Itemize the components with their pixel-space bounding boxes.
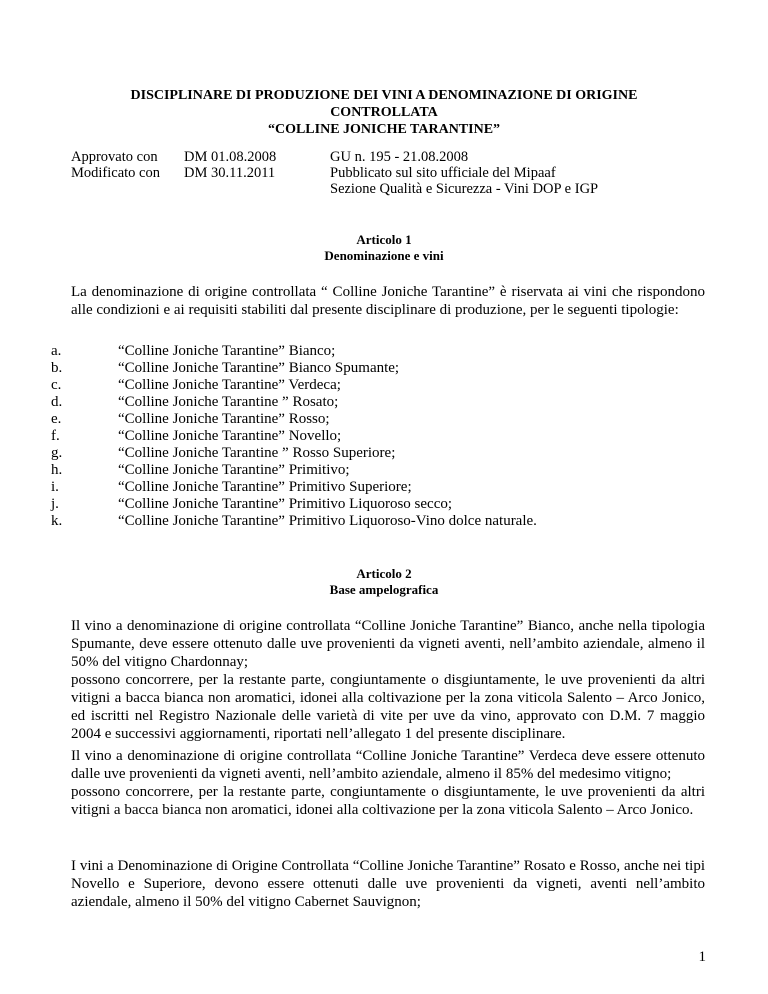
list-text: “Colline Joniche Tarantine” Rosso; xyxy=(118,411,330,427)
title-line-1: DISCIPLINARE DI PRODUZIONE DEI VINI A DENOMINAZIONE DI ORIGINE xyxy=(130,88,638,103)
article-1-title: Articolo 1 xyxy=(356,232,412,247)
gazette-reference: GU n. 195 - 21.08.2008 xyxy=(330,149,469,165)
list-text: “Colline Joniche Tarantine” Verdeca; xyxy=(118,377,341,393)
section-note: Sezione Qualità e Sicurezza - Vini DOP e IGP xyxy=(330,181,599,197)
paragraph-text: possono concorrere, per la restante parte, congiuntamente o disgiuntamente, le uve provenienti da altri vitigni a bacca bianca non aromatici, idonei alla coltivazione per la zona viticola Salento – Arco Jonico, ed iscritti nel Registro Nazionale delle varietà di vite per uve da vino, approvato con D.M. 7 maggio 2004 e successivi aggiornamenti, riportati nell’allegato 1 del presente disciplinare. xyxy=(71,672,705,742)
list-item xyxy=(51,360,537,377)
published-note: Pubblicato sul sito ufficiale del Mipaaf xyxy=(330,165,556,181)
article-1-intro-text: La denominazione di origine controllata “ Colline Joniche Tarantine” è riservata ai vini che rispondono alle condizioni e ai requisiti stabiliti dal presente disciplinare di produzione, per le seguenti tipologie: xyxy=(71,284,705,318)
list-text: “Colline Joniche Tarantine” Primitivo Liquoroso secco; xyxy=(118,496,453,512)
title-line-2: CONTROLLATA xyxy=(330,105,438,120)
list-item xyxy=(51,513,537,530)
article-1-intro xyxy=(71,283,705,319)
list-letter: f. xyxy=(51,428,60,444)
list-item xyxy=(51,496,537,513)
paragraph-text: Il vino a denominazione di origine controllata “Colline Joniche Tarantine” Bianco, anche nella tipologia Spumante, deve essere ottenuto dalle uve provenienti da vigneti aventi, nell’ambito aziendale, almeno il 50% del vitigno Chardonnay; xyxy=(71,618,705,670)
list-text: “Colline Joniche Tarantine ” Rosso Superiore; xyxy=(118,445,396,461)
wine-types-list xyxy=(51,343,537,530)
title-line-3: “COLLINE JONICHE TARANTINE” xyxy=(267,122,501,137)
approval-publications xyxy=(330,149,598,197)
list-letter: h. xyxy=(51,462,63,478)
list-letter: j. xyxy=(51,496,59,512)
list-item xyxy=(51,343,537,360)
list-letter: k. xyxy=(51,513,63,529)
list-letter: g. xyxy=(51,445,63,461)
list-text: “Colline Joniche Tarantine” Primitivo Liquoroso-Vino dolce naturale. xyxy=(118,513,537,529)
document-title xyxy=(0,87,768,138)
paragraph-text: Il vino a denominazione di origine controllata “Colline Joniche Tarantine” Verdeca deve essere ottenuto dalle uve provenienti da vigneti aventi, nell’ambito aziendale, almeno il 85% del medesimo vitigno; xyxy=(71,748,705,782)
list-letter: i. xyxy=(51,479,59,495)
list-item xyxy=(51,445,537,462)
list-text: “Colline Joniche Tarantine” Primitivo Superiore; xyxy=(118,479,412,495)
list-item xyxy=(51,377,537,394)
list-letter: d. xyxy=(51,394,63,410)
list-text: “Colline Joniche Tarantine” Bianco; xyxy=(118,343,336,359)
list-text: “Colline Joniche Tarantine” Primitivo; xyxy=(118,462,350,478)
paragraph-text: possono concorrere, per la restante parte, congiuntamente o disgiuntamente, le uve provenienti da altri vitigni a bacca bianca non aromatici, idonei alla coltivazione per la zona viticola Salento – Arco Jonico. xyxy=(71,784,705,818)
approval-labels xyxy=(71,149,160,181)
list-text: “Colline Joniche Tarantine” Novello; xyxy=(118,428,342,444)
list-text: “Colline Joniche Tarantine” Bianco Spumante; xyxy=(118,360,400,376)
article-2-paragraph-3 xyxy=(71,857,705,911)
article-1-heading xyxy=(0,232,768,264)
article-2-heading xyxy=(0,566,768,598)
list-item xyxy=(51,479,537,496)
list-letter: b. xyxy=(51,360,63,376)
modified-decree: DM 30.11.2011 xyxy=(184,165,276,181)
list-letter: c. xyxy=(51,377,62,393)
page-number: 1 xyxy=(698,949,706,965)
article-1-subtitle: Denominazione e vini xyxy=(324,248,444,263)
approval-decrees xyxy=(184,149,276,181)
paragraph-text: I vini a Denominazione di Origine Controllata “Colline Joniche Tarantine” Rosato e Rosso, anche nei tipi Novello e Superiore, devono essere ottenuti dalle uve provenienti da vigneti, aventi nell’ambito aziendale, almeno il 50% del vitigno Cabernet Sauvignon; xyxy=(71,858,705,910)
article-2-paragraph-2 xyxy=(71,747,705,819)
modified-label: Modificato con xyxy=(71,165,160,181)
list-item xyxy=(51,462,537,479)
article-2-title: Articolo 2 xyxy=(356,566,412,581)
list-item xyxy=(51,394,537,411)
list-item xyxy=(51,428,537,445)
article-2-subtitle: Base ampelografica xyxy=(329,582,439,597)
list-text: “Colline Joniche Tarantine ” Rosato; xyxy=(118,394,339,410)
list-letter: e. xyxy=(51,411,62,427)
approved-label: Approvato con xyxy=(71,149,158,165)
list-letter: a. xyxy=(51,343,62,359)
article-2-paragraph-1 xyxy=(71,617,705,743)
list-item xyxy=(51,411,537,428)
approved-decree: DM 01.08.2008 xyxy=(184,149,277,165)
